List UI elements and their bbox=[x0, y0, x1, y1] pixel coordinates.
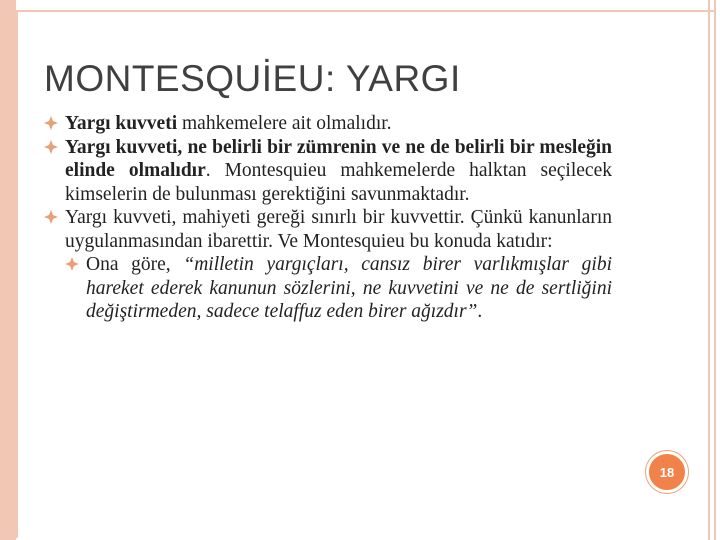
sub-bullet-item bbox=[44, 253, 612, 324]
star-bullet-icon bbox=[65, 257, 79, 271]
bullet-text: Yargı kuvveti, mahiyeti gereği sınırlı bir kuvvettir. Çünkü kanunların uygulanmasından ibarettir. Ve Montesquieu bu konuda katıdır: bbox=[65, 207, 612, 252]
bullet-text: mahkemelere ait olmalıdır. bbox=[177, 113, 392, 134]
slide-content bbox=[44, 112, 612, 324]
page-number-badge: 18 bbox=[646, 451, 688, 493]
sub-bullet-end: . bbox=[477, 301, 483, 322]
bullet-bold-text: Yargı kuvveti bbox=[65, 113, 178, 134]
sub-bullet-quote: “milletin yargıçları, cansız birer varlıkmışlar gibi hareket ederek kanunun sözlerini, ne kuvvetini ve ne de sertliğini değiştirmeden, sadece telaffuz eden birer ağızdır” bbox=[86, 254, 612, 322]
left-decor-bar bbox=[0, 0, 16, 540]
star-bullet-icon bbox=[44, 210, 58, 224]
sub-bullet-lead: Ona göre, bbox=[86, 254, 184, 275]
star-bullet-icon bbox=[44, 140, 58, 154]
bullet-item bbox=[44, 136, 612, 207]
bullet-bold-text: Yargı kuvveti, ne belirli bir zümrenin ve ne de belirli bir mesleğin elinde olmalıdır bbox=[65, 136, 612, 181]
slide-title: MONTESQUİEU: YARGI bbox=[44, 58, 461, 99]
right-decor-lines bbox=[708, 0, 716, 540]
bullet-item bbox=[44, 112, 612, 136]
bullet-item bbox=[44, 206, 612, 253]
bullet-text: . Montesquieu mahkemelerde halktan seçilecek kimselerin de bulunması gerektiğini savunmaktadır. bbox=[65, 160, 612, 205]
star-bullet-icon bbox=[44, 116, 58, 130]
